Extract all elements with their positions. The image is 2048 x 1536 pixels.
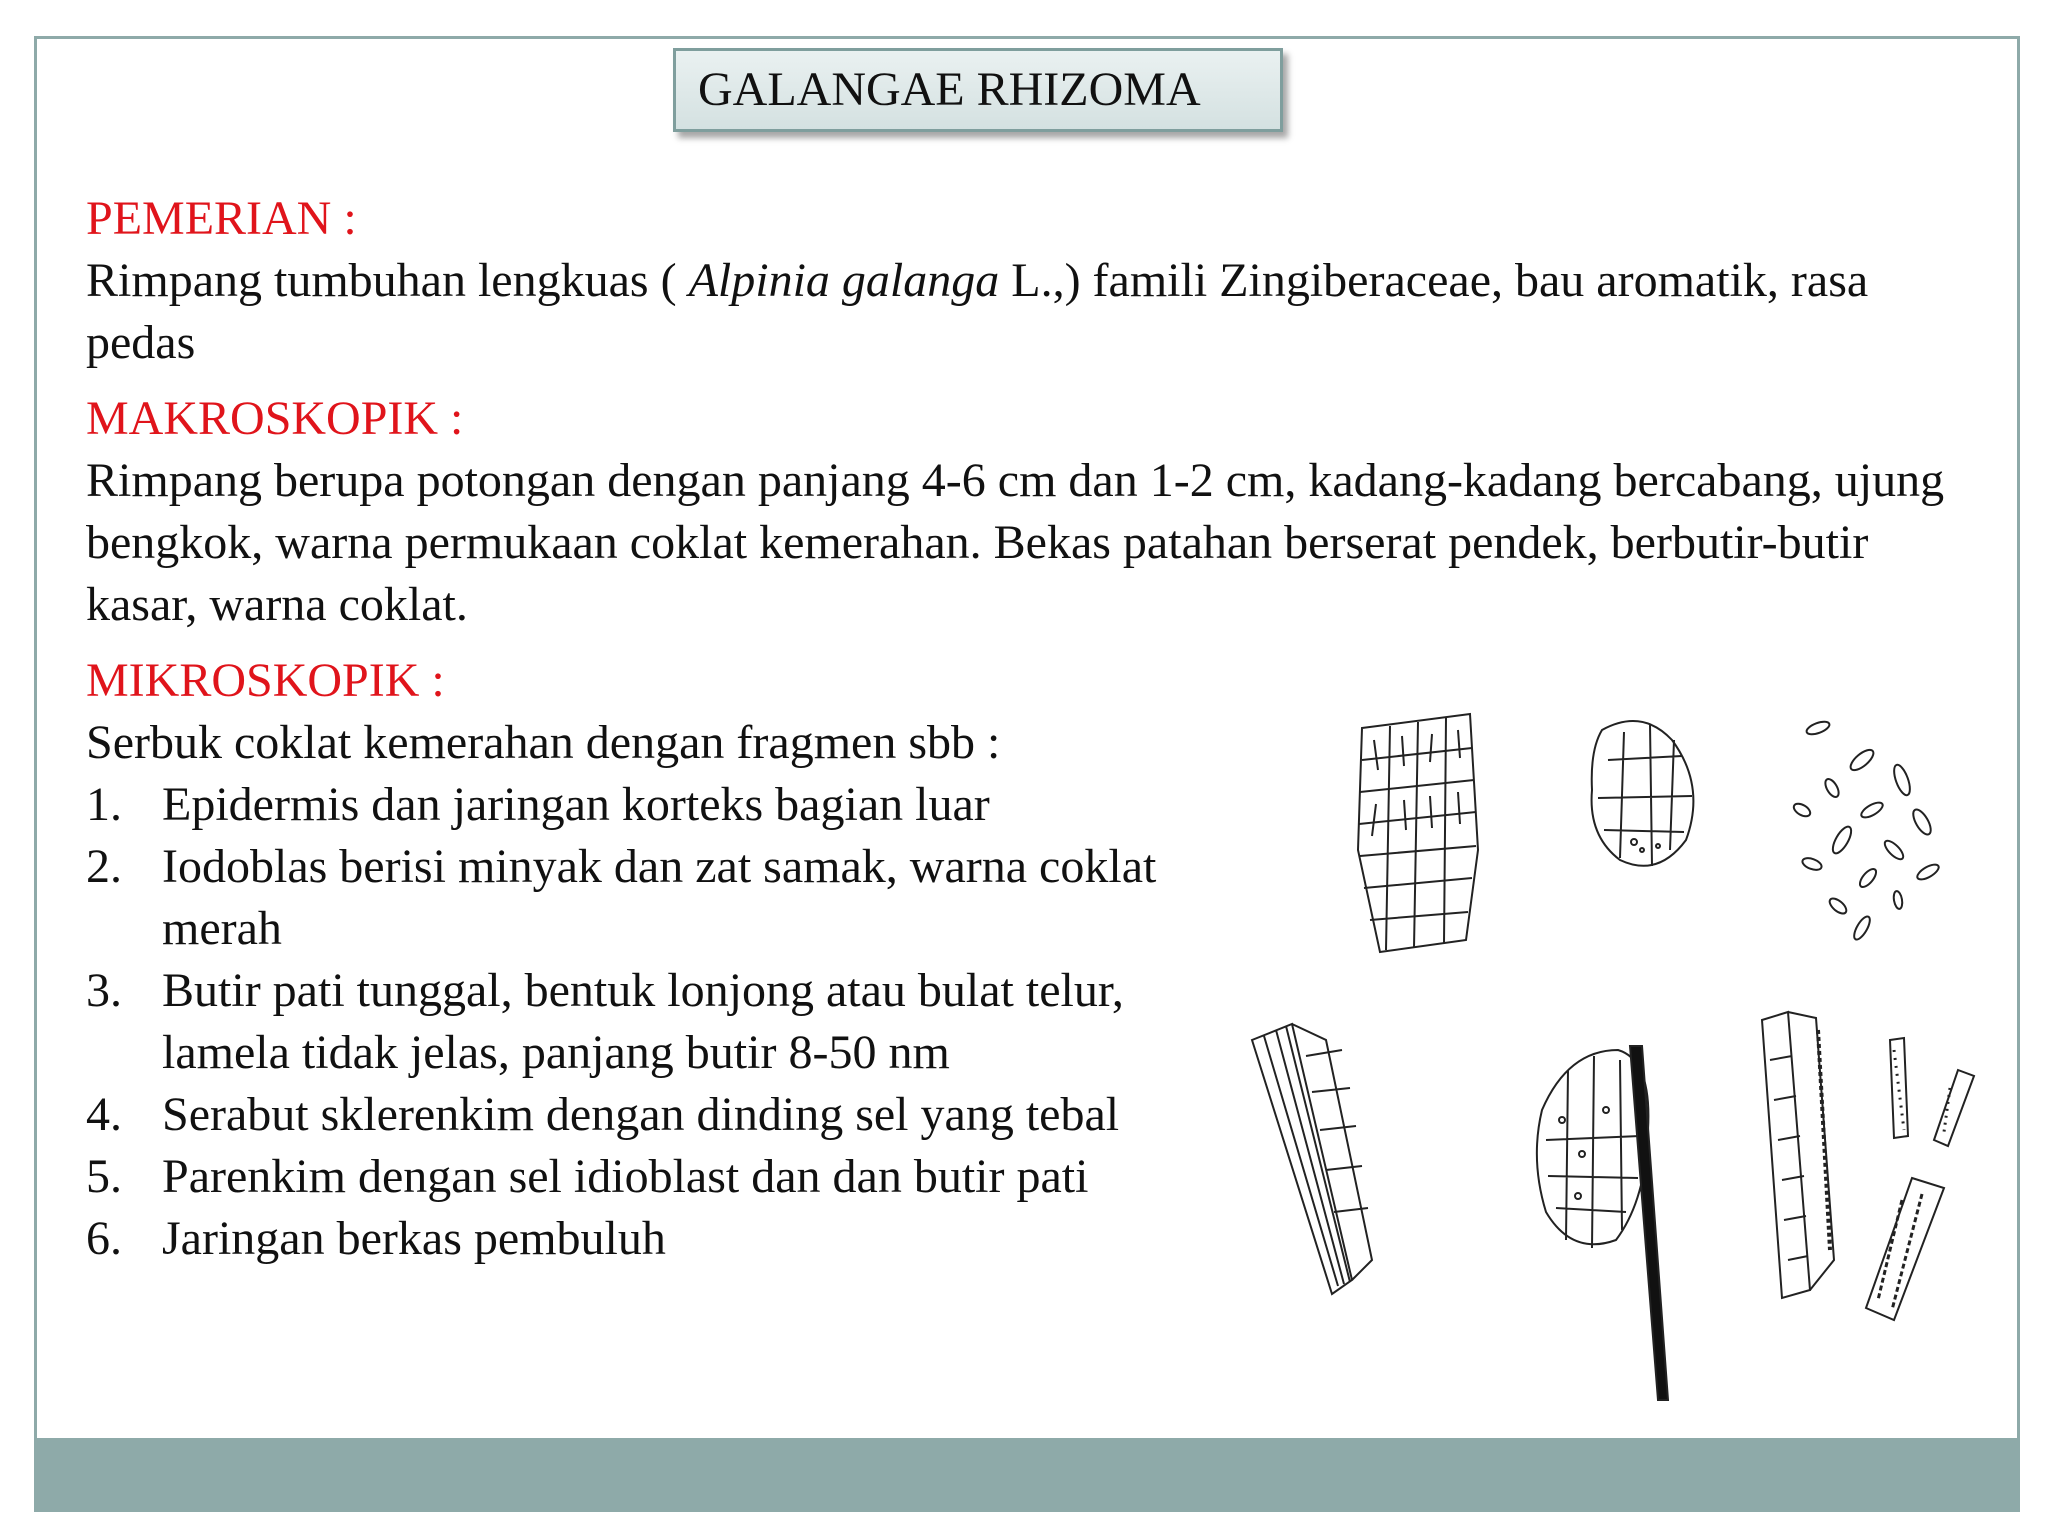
mikroskopik-section	[86, 650, 1206, 1270]
species-name: Alpinia galanga	[688, 254, 1000, 307]
mikroskopik-heading: MIKROSKOPIK :	[86, 654, 445, 707]
list-item-text: Epidermis dan jaringan korteks bagian luar	[162, 778, 990, 831]
list-item-text: Iodoblas berisi minyak dan zat samak, warna coklat merah	[162, 840, 1157, 955]
parenchyma-fragment	[1537, 1046, 1668, 1400]
makroskopik-text: Rimpang berupa potongan dengan panjang 4-6 cm dan 1-2 cm, kadang-kadang bercabang, ujung bengkok, warna permukaan coklat kemerahan. Bekas patahan berserat pendek, berbutir-butir kasar, warna coklat.	[86, 454, 1945, 631]
fragment-list	[86, 774, 1206, 1270]
microscopy-drawing	[1222, 700, 1992, 1410]
list-item	[86, 1084, 1206, 1146]
makroskopik-heading: MAKROSKOPIK :	[86, 392, 464, 445]
pemerian-text-before: Rimpang tumbuhan lengkuas (	[86, 254, 689, 307]
footer-band	[34, 1438, 2020, 1512]
list-item	[86, 774, 1206, 836]
list-item-number: 3.	[86, 964, 122, 1017]
sclerenchyma-fragment	[1252, 1024, 1372, 1294]
microscopy-illustration	[1222, 700, 1992, 1410]
list-item-number: 1.	[86, 778, 122, 831]
pemerian-text-after: L.,) famili Zingiberaceae, bau aromatik, rasa pedas	[86, 254, 1869, 369]
vessel-fragment	[1762, 1012, 1974, 1320]
list-item	[86, 960, 1206, 1084]
pemerian-text	[86, 250, 1966, 374]
list-item-text: Butir pati tunggal, bentuk lonjong atau bulat telur, lamela tidak jelas, panjang butir 8-50 nm	[162, 964, 1124, 1079]
pemerian-heading: PEMERIAN :	[86, 192, 357, 245]
epidermis-fragment	[1358, 714, 1478, 952]
starch-grains-fragment	[1792, 719, 1941, 942]
list-item-number: 2.	[86, 840, 122, 893]
list-item-text: Serabut sklerenkim dengan dinding sel yang tebal	[162, 1088, 1120, 1141]
list-item-number: 4.	[86, 1088, 122, 1141]
list-item	[86, 1146, 1206, 1208]
slide-title: GALANGAE RHIZOMA	[673, 48, 1283, 132]
list-item-text: Jaringan berkas pembuluh	[162, 1212, 666, 1265]
list-item	[86, 1208, 1206, 1270]
list-item	[86, 836, 1206, 960]
list-item-number: 6.	[86, 1212, 122, 1265]
idioblast-fragment	[1592, 721, 1694, 866]
list-item-text: Parenkim dengan sel idioblast dan dan butir pati	[162, 1150, 1089, 1203]
mikroskopik-intro: Serbuk coklat kemerahan dengan fragmen sbb :	[86, 716, 1001, 769]
list-item-number: 5.	[86, 1150, 122, 1203]
